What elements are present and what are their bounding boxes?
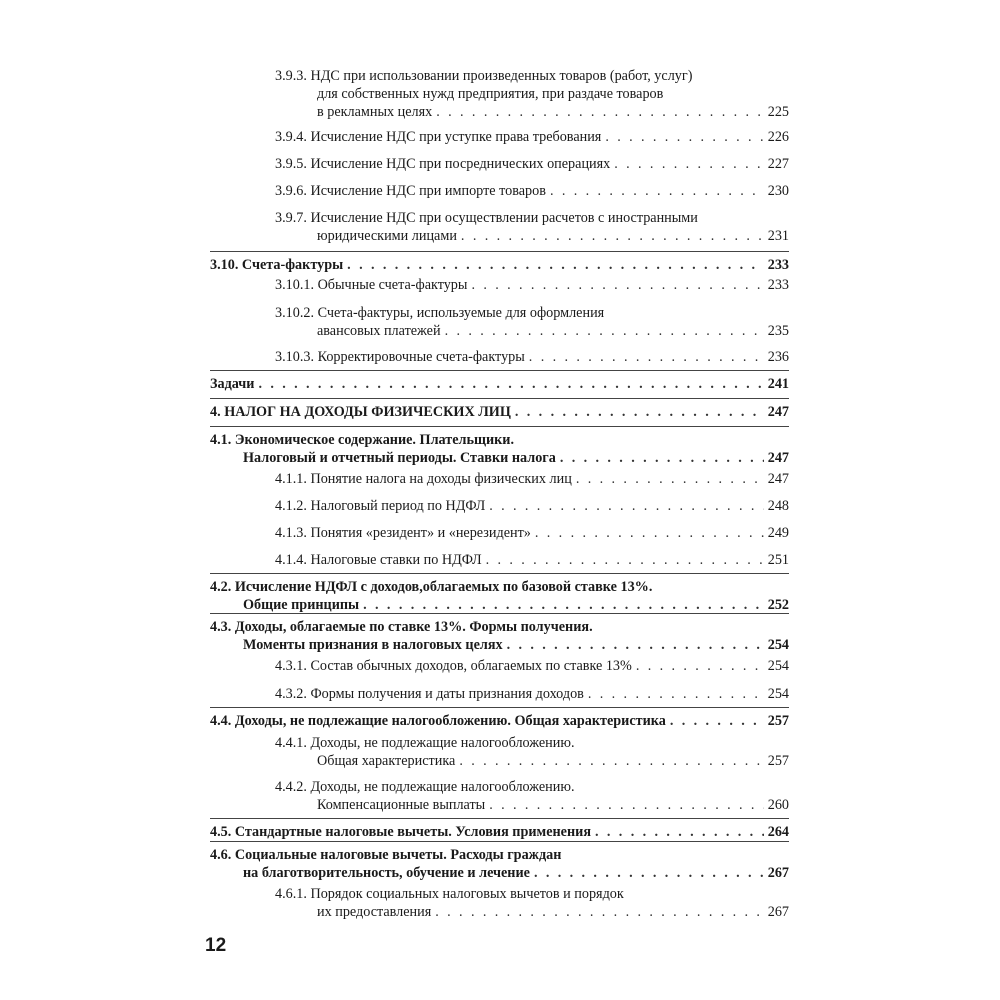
- toc-page-number: 254: [767, 686, 789, 702]
- section-divider: [210, 707, 789, 708]
- toc-entry-line: [210, 864, 789, 882]
- toc-section-entry[interactable]: [210, 431, 789, 467]
- toc-entry-title: 4.1.4. Налоговые ставки по НДФЛ: [275, 552, 482, 568]
- toc-entry-title: 3.10. Счета-фактуры: [210, 257, 344, 273]
- toc-entry-line: [210, 636, 789, 654]
- toc-entry-line: [275, 85, 789, 103]
- toc-entry-line: [275, 657, 789, 675]
- toc-entry-line: [275, 67, 789, 85]
- section-divider: [210, 370, 789, 371]
- toc-subsection-entry[interactable]: [275, 67, 789, 121]
- dot-leader: [459, 752, 763, 770]
- toc-entry-line: [275, 685, 789, 703]
- toc-subsection-entry[interactable]: [275, 128, 789, 146]
- toc-entry-line: [275, 227, 789, 245]
- dot-leader: [588, 685, 764, 703]
- toc-entry-line: [210, 403, 789, 421]
- toc-page-number: 247: [767, 450, 789, 466]
- toc-entry-title: 4.4.1. Доходы, не подлежащие налогообложению.: [275, 735, 575, 751]
- toc-page-number: 227: [767, 156, 789, 172]
- toc-section-entry[interactable]: [210, 403, 789, 421]
- toc-page-number: 247: [767, 404, 789, 420]
- toc-subsection-entry[interactable]: [275, 209, 789, 245]
- toc-entry-title: их предоставления: [317, 904, 432, 920]
- dot-leader: [670, 712, 764, 730]
- dot-leader: [515, 403, 764, 421]
- toc-entry-title: 3.9.4. Исчисление НДС при уступке права требования: [275, 129, 602, 145]
- toc-entry-line: [275, 209, 789, 227]
- section-divider: [210, 573, 789, 574]
- toc-page-number: 248: [767, 498, 789, 514]
- toc-subsection-entry[interactable]: [275, 885, 789, 921]
- section-divider: [210, 841, 789, 842]
- toc-entry-line: [210, 256, 789, 274]
- toc-entry-line: [210, 712, 789, 730]
- toc-entry-title: для собственных нужд предприятия, при раздаче товаров: [317, 86, 664, 102]
- toc-entry-line: [275, 348, 789, 366]
- toc-entry-title: 3.10.3. Корректировочные счета-фактуры: [275, 349, 525, 365]
- dot-leader: [614, 155, 763, 173]
- toc-entry-title: 4.4. Доходы, не подлежащие налогообложению. Общая характеристика: [210, 713, 666, 729]
- toc-entry-line: [275, 752, 789, 770]
- toc-subsection-entry[interactable]: [275, 348, 789, 366]
- dot-leader: [435, 903, 763, 921]
- toc-page-number: 247: [767, 471, 789, 487]
- section-divider: [210, 426, 789, 427]
- dot-leader: [347, 256, 764, 274]
- toc-entry-title: 3.9.5. Исчисление НДС при посреднических операциях: [275, 156, 611, 172]
- toc-subsection-entry[interactable]: [275, 657, 789, 675]
- toc-page-number: 226: [767, 129, 789, 145]
- toc-subsection-entry[interactable]: [275, 470, 789, 488]
- toc-page-number: 241: [767, 376, 789, 392]
- toc-subsection-entry[interactable]: [275, 524, 789, 542]
- toc-entry-title: 4.1.2. Налоговый период по НДФЛ: [275, 498, 486, 514]
- toc-entry-title: в рекламных целях: [317, 104, 433, 120]
- dot-leader: [535, 524, 764, 542]
- toc-entry-line: [275, 796, 789, 814]
- dot-leader: [507, 636, 764, 654]
- dot-leader: [486, 551, 764, 569]
- toc-entry-line: [275, 276, 789, 294]
- dot-leader: [550, 182, 764, 200]
- toc-entry-title: юридическими лицами: [317, 228, 457, 244]
- toc-subsection-entry[interactable]: [275, 778, 789, 814]
- section-divider: [210, 251, 789, 252]
- dot-leader: [445, 322, 764, 340]
- toc-page-number: 264: [767, 824, 789, 840]
- toc-entry-title: Налоговый и отчетный периоды. Ставки налога: [243, 450, 556, 466]
- toc-entry-line: [275, 524, 789, 542]
- toc-entry-title: 4. НАЛОГ НА ДОХОДЫ ФИЗИЧЕСКИХ ЛИЦ: [210, 404, 511, 420]
- toc-entry-title: Задачи: [210, 376, 255, 392]
- section-divider: [210, 818, 789, 819]
- dot-leader: [560, 449, 764, 467]
- toc-section-entry[interactable]: [210, 256, 789, 274]
- toc-page-number: 252: [767, 597, 789, 613]
- toc-entry-line: [275, 103, 789, 121]
- toc-subsection-entry[interactable]: [275, 276, 789, 294]
- dot-leader: [529, 348, 764, 366]
- toc-entry-title: 4.1.3. Понятия «резидент» и «нерезидент»: [275, 525, 531, 541]
- toc-page-number: 233: [767, 277, 789, 293]
- toc-page-number: 254: [767, 637, 789, 653]
- toc-entry-line: [275, 470, 789, 488]
- toc-page-number: 230: [767, 183, 789, 199]
- toc-entry-title: 4.1.1. Понятие налога на доходы физических лиц: [275, 471, 572, 487]
- toc-entry-line: [210, 431, 789, 449]
- toc-entry-title: 4.3.2. Формы получения и даты признания доходов: [275, 686, 584, 702]
- dot-leader: [489, 796, 764, 814]
- toc-entry-title: 4.3. Доходы, облагаемые по ставке 13%. Формы получения.: [210, 619, 593, 635]
- toc-section-entry[interactable]: [210, 823, 789, 841]
- page-number: 12: [205, 935, 227, 956]
- toc-subsection-entry[interactable]: [275, 734, 789, 770]
- toc-entry-line: [275, 304, 789, 322]
- toc-entry-title: на благотворительность, обучение и лечение: [243, 865, 530, 881]
- toc-subsection-entry[interactable]: [275, 304, 789, 340]
- section-divider: [210, 613, 789, 614]
- toc-entry-title: 4.6.1. Порядок социальных налоговых вычетов и порядок: [275, 886, 624, 902]
- dot-leader: [595, 823, 764, 841]
- toc-entry-title: Общая характеристика: [317, 753, 456, 769]
- toc-entry-line: [275, 903, 789, 921]
- dot-leader: [471, 276, 763, 294]
- toc-page-number: 260: [767, 797, 789, 813]
- toc-entry-title: 3.10.2. Счета-фактуры, используемые для оформления: [275, 305, 605, 321]
- dot-leader: [489, 497, 764, 515]
- toc-section-entry[interactable]: [210, 375, 789, 393]
- dot-leader: [534, 864, 764, 882]
- toc-entry-line: [275, 182, 789, 200]
- dot-leader: [461, 227, 764, 245]
- toc-entry-line: [275, 734, 789, 752]
- toc-page-number: 236: [767, 349, 789, 365]
- toc-subsection-entry[interactable]: [275, 685, 789, 703]
- toc-page-number: 233: [767, 257, 789, 273]
- toc-page-number: 257: [767, 713, 789, 729]
- toc-page-number: 267: [767, 865, 789, 881]
- toc-entry-title: Общие принципы: [243, 597, 360, 613]
- toc-subsection-entry[interactable]: [275, 155, 789, 173]
- toc-page-number: 249: [767, 525, 789, 541]
- toc-entry-line: [210, 578, 789, 596]
- toc-page-number: 254: [767, 658, 789, 674]
- toc-entry-line: [210, 449, 789, 467]
- toc-entry-title: 3.9.7. Исчисление НДС при осуществлении расчетов с иностранными: [275, 210, 698, 226]
- toc-entry-title: Моменты признания в налоговых целях: [243, 637, 503, 653]
- toc-entry-title: 4.5. Стандартные налоговые вычеты. Условия применения: [210, 824, 592, 840]
- toc-entry-line: [275, 322, 789, 340]
- toc-entry-line: [275, 497, 789, 515]
- toc-section-entry[interactable]: [210, 578, 789, 614]
- toc-entry-title: Компенсационные выплаты: [317, 797, 486, 813]
- toc-page-number: 231: [767, 228, 789, 244]
- toc-entry-line: [275, 128, 789, 146]
- toc-subsection-entry[interactable]: [275, 182, 789, 200]
- dot-leader: [436, 103, 763, 121]
- toc-entry-line: [210, 846, 789, 864]
- toc-subsection-entry[interactable]: [275, 497, 789, 515]
- toc-entry-title: авансовых платежей: [317, 323, 441, 339]
- toc-entry-line: [275, 778, 789, 796]
- toc-page-number: 257: [767, 753, 789, 769]
- toc-page-number: 235: [767, 323, 789, 339]
- toc-entry-line: [275, 885, 789, 903]
- toc-entry-line: [210, 375, 789, 393]
- toc-entry-title: 4.3.1. Состав обычных доходов, облагаемых по ставке 13%: [275, 658, 632, 674]
- toc-page-number: 251: [767, 552, 789, 568]
- toc-entry-title: 3.9.6. Исчисление НДС при импорте товаров: [275, 183, 546, 199]
- dot-leader: [258, 375, 763, 393]
- toc-section-entry[interactable]: [210, 846, 789, 882]
- dot-leader: [576, 470, 764, 488]
- toc-subsection-entry[interactable]: [275, 551, 789, 569]
- dot-leader: [605, 128, 763, 146]
- toc-entry-line: [275, 551, 789, 569]
- toc-entry-title: 4.6. Социальные налоговые вычеты. Расходы граждан: [210, 847, 562, 863]
- toc-entry-title: 4.4.2. Доходы, не подлежащие налогообложению.: [275, 779, 575, 795]
- toc-entry-title: 4.1. Экономическое содержание. Плательщики.: [210, 432, 515, 448]
- toc-entry-line: [210, 618, 789, 636]
- toc-entry-line: [210, 823, 789, 841]
- toc-page-number: 225: [767, 104, 789, 120]
- toc-entry-title: 4.2. Исчисление НДФЛ с доходов,облагаемых по базовой ставке 13%.: [210, 579, 653, 595]
- toc-entry-title: 3.9.3. НДС при использовании произведенных товаров (работ, услуг): [275, 68, 693, 84]
- dot-leader: [636, 657, 764, 675]
- toc-entry-line: [275, 155, 789, 173]
- toc-page-number: 267: [767, 904, 789, 920]
- section-divider: [210, 398, 789, 399]
- toc-section-entry[interactable]: [210, 618, 789, 654]
- toc-entry-line: [210, 596, 789, 614]
- dot-leader: [363, 596, 764, 614]
- toc-entry-title: 3.10.1. Обычные счета-фактуры: [275, 277, 468, 293]
- toc-section-entry[interactable]: [210, 712, 789, 730]
